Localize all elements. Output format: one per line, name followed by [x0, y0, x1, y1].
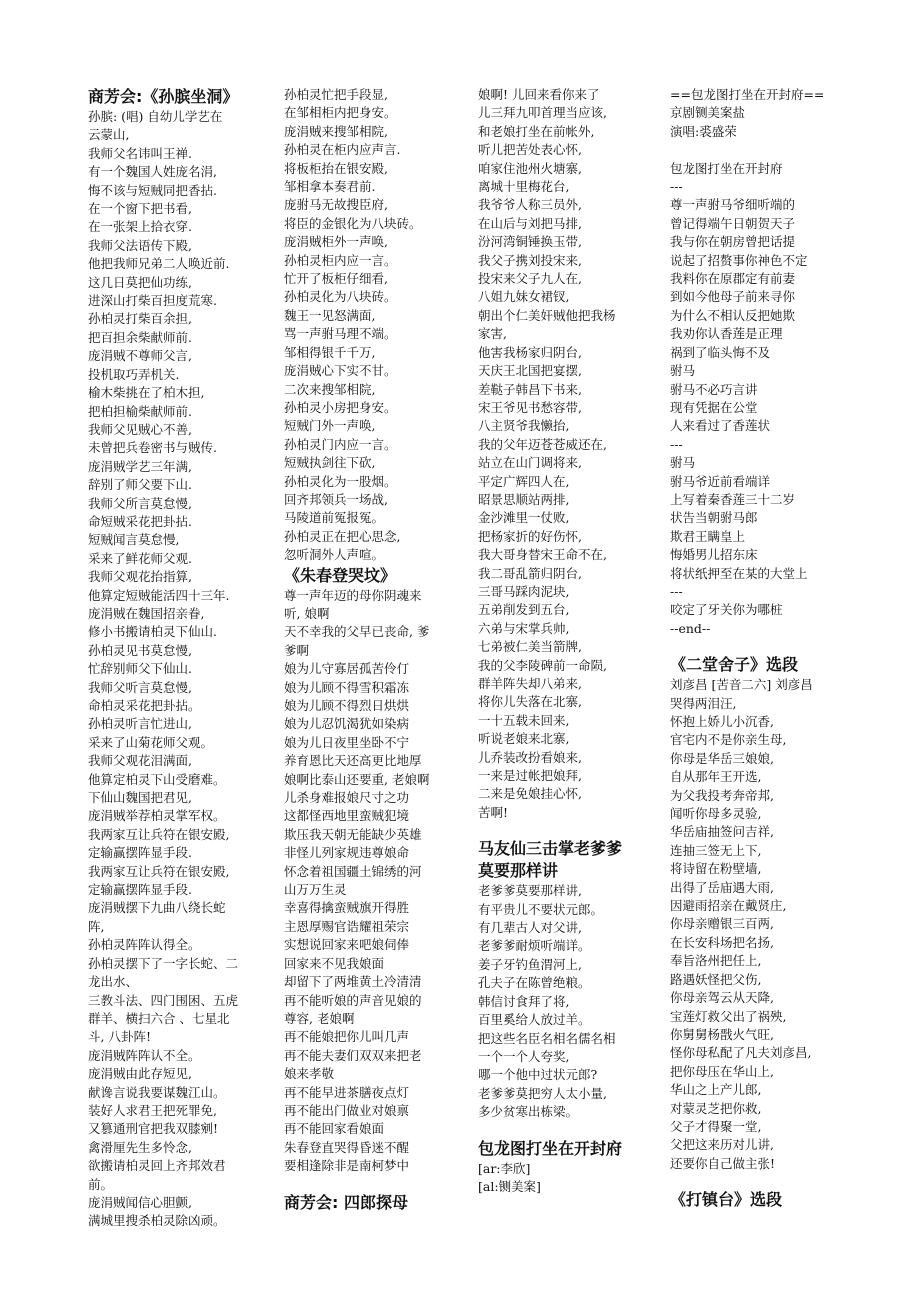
text-line: 我师父见贼心不善, — [88, 421, 192, 437]
text-line: 将诗留在粉壁墙, — [670, 861, 762, 877]
text-line: 回家来不见我娘面 — [284, 955, 385, 971]
text-line: 幸喜得擒蛮贼旗开得胜 — [284, 900, 410, 916]
section-heading: 《朱春登哭坟》 — [284, 565, 397, 585]
text-line: 说起了招赘事你神色不定 — [670, 252, 808, 268]
text-line: 采来了鲜花师父观. — [88, 550, 192, 566]
text-line: 你母亲赠银三百两, — [670, 916, 774, 932]
text-line: 在长安科场把名扬, — [670, 934, 774, 950]
text-line: 庞涓贼举荐柏灵掌军权。 — [88, 808, 226, 824]
column-4 — [670, 86, 858, 1211]
text-line: 他害我杨家归阴台, — [478, 344, 582, 360]
text-line: 庞涓贼柜外一声唤, — [284, 234, 388, 250]
section-heading: 马友仙三击掌老爹爹 — [478, 839, 623, 859]
text-line: 辞别了师父要下山. — [88, 477, 192, 493]
section-gap — [670, 638, 858, 654]
text-line: 却留下了两堆黄土冷清清 — [284, 974, 422, 990]
text-line: 怀抱上娇儿小沉香, — [670, 714, 774, 729]
text-line: 我两家互让兵符在银安殿, — [88, 863, 230, 879]
text-line: 上写着秦香莲三十二岁 — [670, 491, 796, 507]
text-line: 再不能出门做业对娘禀 — [284, 1102, 410, 1118]
text-line: 一个一个人夸奖, — [478, 1048, 570, 1064]
text-line: 在一张架上拾衣穿. — [88, 219, 192, 235]
text-line: ==包龙图打坐在开封府== — [670, 87, 825, 102]
text-line: 娘为儿顾不得雪积霜冻 — [284, 679, 410, 695]
text-line: 将你儿失落在北寨, — [478, 694, 582, 710]
text-line: 他算定柏灵下山受磨难。 — [88, 771, 226, 787]
text-line: 为父我投考奔帝邦, — [670, 787, 774, 803]
text-line: 多少贫寒出栋梁。 — [478, 1104, 579, 1120]
text-line: 有一个魏国人姓庞名涓, — [88, 164, 217, 180]
text-line: 出得了岳庙遇大雨, — [670, 879, 774, 895]
text-line: 骂一声驸马理不端。 — [284, 326, 397, 342]
text-line: 再不能娘把你儿叫几声 — [284, 1029, 410, 1045]
text-line: 你舅舅杨戬火气旺, — [670, 1026, 774, 1042]
text-line: 家害, — [478, 326, 507, 342]
text-line: 庞涓贼在魏国招亲眷, — [88, 605, 205, 621]
text-line: 采来了山菊花师父观。 — [88, 734, 214, 750]
text-line: 我师父听言莫怠慢, — [88, 679, 192, 695]
text-line: 短贼门外一声唤, — [284, 418, 376, 434]
text-line: 这几日莫把仙功练, — [88, 274, 192, 290]
text-line: 和老娘打坐在前帐外, — [478, 123, 595, 139]
text-line: 将状纸押至在某的大堂上 — [670, 565, 808, 581]
section-gap — [670, 1173, 858, 1189]
text-line: 庞涓贼摆下九曲八绕长蛇 — [88, 900, 226, 916]
text-line: 短贼闻言莫怠慢, — [88, 532, 180, 548]
text-line: 你母亲驾云从天降, — [670, 990, 774, 1006]
column-2 — [284, 86, 472, 1214]
text-line: 姜子牙钓鱼渭河上, — [478, 956, 582, 972]
section-heading: 商芳会: 四郎探母 — [284, 1192, 408, 1212]
text-line: 苦啊! — [478, 804, 509, 820]
text-line: 孔夫子在陈曾绝粮。 — [478, 975, 591, 991]
text-line: 七弟被仁美当箭牌, — [478, 639, 582, 655]
text-line: 邹相拿本奏君前. — [284, 179, 376, 195]
text-line: 再不能回家看娘面 — [284, 1121, 385, 1137]
text-line: 对蒙灵芝把你救, — [670, 1100, 762, 1116]
section-heading: 《打镇台》选段 — [670, 1190, 783, 1210]
text-line: 把百担余柴献师前. — [88, 329, 192, 345]
text-line: 孙柏灵摆下了一字长蛇、二 — [88, 955, 239, 971]
text-line: 尊一声年迈的母你阴魂来 — [284, 587, 422, 603]
text-line: 把你母压在华山上, — [670, 1063, 774, 1079]
text-line — [670, 141, 858, 159]
text-line: 有几辈古人对父讲, — [478, 920, 582, 936]
text-line: 八姐九妹女裙钗, — [478, 289, 570, 305]
text-line: 邹相得银千千万, — [284, 344, 376, 360]
text-line: 投机取巧弄机关. — [88, 366, 180, 382]
text-line: 孙柏灵忙把手段显, — [284, 87, 388, 102]
text-line: 这都怪西地里蛮贼犯境 — [284, 808, 410, 824]
text-line: 悔不该与短贼同把香拈. — [88, 182, 217, 198]
text-line: 下仙山魏国把君见, — [88, 790, 192, 806]
text-line: 我爷爷人称三员外, — [478, 197, 582, 213]
text-line: 有平贵儿不要状元郎。 — [478, 901, 604, 917]
text-line: 驸马 — [670, 455, 696, 471]
text-line: 百里奚给人放过羊。 — [478, 1012, 591, 1028]
text-line: 庞涓贼不尊师父言, — [88, 348, 192, 364]
text-line: 八主贤爷我懒抬, — [478, 418, 570, 434]
text-line: 朝出个仁美奸贼他把我杨 — [478, 307, 616, 323]
text-line: 回齐邦领兵一场战, — [284, 491, 388, 507]
section-heading: 商芳会:《孙膑坐洞》 — [88, 87, 239, 106]
text-line: 龙出水、 — [88, 974, 139, 990]
text-line: 魏王一见怒满面, — [284, 307, 376, 323]
text-line: --- — [670, 179, 683, 195]
text-line: 听, 娘啊 — [284, 605, 330, 621]
text-line: 因避雨招亲在戴贤庄, — [670, 898, 787, 914]
text-line: 离城十里梅花台, — [478, 179, 570, 195]
text-line: 儿三拜九叩首理当应该, — [478, 105, 607, 121]
text-line: 听儿把苦处表心怀, — [478, 142, 582, 158]
text-line: 三教斗法、四门围困、五虎 — [88, 992, 239, 1008]
text-line: 我师父名讳叫王禅. — [88, 145, 192, 161]
text-line: 孙柏灵见书莫怠慢, — [88, 642, 192, 658]
text-line: 老爹爹耐烦听端详。 — [478, 938, 591, 954]
text-line: 群羊、横扫六合 、七星北 — [88, 1010, 230, 1026]
text-line: 把杨家折的好伤怀, — [478, 528, 582, 544]
text-line: 朱春登直哭得昏迷不醒 — [284, 1139, 410, 1155]
text-line: 孙柏灵柜内应一言。 — [284, 252, 397, 268]
column-3 — [478, 86, 666, 1196]
text-line: 他算定短贼能活四十三年. — [88, 587, 230, 603]
text-line: 平定广辉四人在, — [478, 473, 570, 489]
text-line: 老爹爹莫要那样讲, — [478, 883, 582, 899]
text-line: 孙柏灵化为八块砖。 — [284, 289, 397, 305]
text-line: 金沙滩里一仗败, — [478, 510, 570, 526]
text-line: 命柏灵采花把卦拈。 — [88, 698, 201, 713]
text-line: 一十五载未回来, — [478, 712, 570, 728]
text-line: 庞涓贼闻信心胆颤, — [88, 1194, 192, 1210]
text-line: 山万万生灵 — [284, 882, 347, 898]
text-line: 驸马不必巧言讲 — [670, 381, 758, 397]
text-line: 在邹相柜内把身安。 — [284, 105, 397, 121]
text-line: 悔婚男儿招东床 — [670, 547, 758, 563]
text-line: 阵, — [88, 918, 105, 934]
text-line: 娘为儿顾不得烈日烘烘 — [284, 698, 410, 713]
text-line: 我的父李陵碑前一命陨, — [478, 657, 607, 673]
text-line: 主恩厚赐官诰耀祖荣宗 — [284, 918, 410, 934]
text-line: 孙柏灵在柜内应声言. — [284, 142, 401, 158]
text-line: 庞驸马无故搜臣府, — [284, 197, 388, 213]
text-line: 演唱:裘盛荣 — [670, 123, 737, 139]
text-line: 状告当朝驸马郎 — [670, 510, 758, 526]
text-line: 投宋来父子九人在, — [478, 271, 582, 287]
text-line: 娘啊! 儿回来看你来了 — [478, 87, 600, 102]
text-line: 马陵道前冤报冤。 — [284, 510, 385, 526]
text-line: 京剧铡美案盐 — [670, 105, 746, 121]
text-line: 还要你自己做主张! — [670, 1155, 776, 1171]
text-line: 把这些名臣名相名儒名相 — [478, 1030, 616, 1046]
text-line: 我师父观花泪满面, — [88, 753, 192, 769]
text-line: 欺压我天朝无能缺少英雄 — [284, 826, 422, 842]
text-line: 娘为儿忍饥渴犹如染病 — [284, 716, 410, 732]
text-line: 到如今他母子前来寻你 — [670, 289, 796, 305]
section-gap — [478, 1122, 666, 1138]
text-line: 天不幸我的父早已丧命, 爹 — [284, 624, 430, 640]
text-line: 哭得两泪汪, — [670, 695, 737, 711]
text-line: 现有凭据在公堂 — [670, 399, 758, 415]
text-line: 我二哥乱箭归阴台, — [478, 565, 582, 581]
text-line: 父把这来历对儿讲, — [670, 1137, 774, 1153]
text-line: 宝莲灯救父出了祸殃, — [670, 1008, 787, 1024]
text-line: 哪一个他中过状元郎? — [478, 1067, 598, 1083]
text-line: 我大哥身替宋王命不在, — [478, 547, 607, 563]
text-line: 天庆王北国把宴摆, — [478, 363, 582, 379]
text-line: --- — [670, 436, 683, 452]
text-line: 孙柏灵听言忙进山, — [88, 716, 192, 732]
text-line: 禽滑厘先生多怜念, — [88, 1139, 192, 1155]
text-line: 华岳庙抽签问吉祥, — [670, 824, 774, 840]
text-line: 父子才得聚一堂, — [670, 1118, 762, 1134]
text-line: 娘为儿守寡居孤苦伶仃 — [284, 661, 410, 677]
text-line: 韩信讨食拜了将, — [478, 993, 570, 1009]
text-line: 孙柏灵正在把心思念, — [284, 528, 401, 544]
text-line: 忽听洞外人声喧。 — [284, 547, 385, 563]
text-line: 庞涓贼阵阵认不全。 — [88, 1047, 201, 1063]
text-line: 养育恩比天还高更比地厚 — [284, 753, 422, 769]
text-line: 定输赢摆阵显手段. — [88, 845, 192, 861]
section-heading: 莫要那样讲 — [478, 861, 559, 881]
text-line: 再不能听娘的声音见娘的 — [284, 992, 422, 1008]
text-line: 孙柏灵化为一股烟。 — [284, 473, 397, 489]
text-line: 云蒙山, — [88, 127, 130, 143]
text-line: 他把我师兄弟二人唤近前. — [88, 256, 230, 272]
text-line: 忙辞别师父下仙山. — [88, 661, 192, 677]
text-line: 忙开了板柜仔细看, — [284, 271, 388, 287]
text-line: 二次来搜邹相院, — [284, 381, 376, 397]
text-line: 庞涓贼学艺三年满, — [88, 458, 192, 474]
column-1 — [88, 86, 276, 1231]
text-line: 宋王爷见书愁容带, — [478, 399, 582, 415]
text-line: 进深山打柴百担度荒寒. — [88, 293, 217, 309]
text-line: 实想说回家来吧娘伺俸 — [284, 937, 410, 953]
text-line: 庞涓贼来搜邹相院, — [284, 123, 388, 139]
text-line: 在一个窗下把书看, — [88, 201, 192, 217]
text-line: 将板柜抬在银安殿, — [284, 160, 388, 176]
text-line: 献谗言说我要谋魏江山。 — [88, 1084, 226, 1100]
text-line: 孙膑: (唱) 自幼儿学艺在 — [88, 109, 223, 124]
text-line: 孙柏灵门内应一言。 — [284, 436, 397, 452]
text-line: 奉旨洛州把任上, — [670, 953, 762, 969]
text-line: 尊容, 老娘啊 — [284, 1010, 355, 1026]
text-line: 人来看过了香莲状 — [670, 418, 771, 434]
text-line: 汾河湾铜锤换玉带, — [478, 234, 582, 250]
text-line: 包龙图打坐在开封府 — [670, 160, 783, 176]
text-line: 儿杀身难报娘尺寸之功 — [284, 790, 410, 806]
text-line: 再不能夫妻们双双来把老 — [284, 1047, 422, 1063]
text-line: 庞涓贼心下实不甘。 — [284, 363, 397, 379]
text-line: 我师父所言莫怠慢, — [88, 495, 192, 511]
text-line: 闻听你母多灵验, — [670, 806, 762, 822]
text-line: 斗, 八卦阵! — [88, 1029, 151, 1045]
text-line: 连抽三签无上下, — [670, 842, 762, 858]
text-line: 榆木柴挑在了柏木担, — [88, 385, 205, 401]
text-line: 爹啊 — [284, 642, 310, 658]
text-line: 我两家互让兵符在银安殿, — [88, 826, 230, 842]
section-heading: 《二堂舍子》选段 — [670, 655, 799, 675]
text-line: 群羊阵失却八弟来, — [478, 676, 582, 691]
text-line: 咬定了牙关你为哪桩 — [670, 602, 783, 618]
text-line: 要相逢除非是南柯梦中 — [284, 1158, 410, 1174]
text-line: 我劝你认香莲是正理 — [670, 326, 783, 342]
text-line: 尊一声驸马爷细听端的 — [670, 197, 796, 213]
text-line: 娘为儿日夜里坐卧不宁 — [284, 734, 410, 750]
text-line: 五弟削发到五台, — [478, 602, 570, 618]
text-line: 又篡通刑官把我双膝剜! — [88, 1121, 219, 1137]
text-line: 欲搬请柏灵回上齐邦效君 — [88, 1158, 226, 1174]
text-line: 为什么不相认反把她欺 — [670, 307, 796, 323]
text-line: 六弟与宋掌兵帅, — [478, 620, 570, 636]
text-line: 二来是免娘挂心怀, — [478, 786, 582, 802]
text-line: 我的父年迈苍苍威还在, — [478, 436, 607, 452]
text-line: 孙柏灵小房把身安。 — [284, 399, 397, 415]
text-line: 孙柏灵阵阵认得全。 — [88, 937, 201, 953]
text-line: --end-- — [670, 620, 711, 636]
text-line: 自从那年王开选, — [670, 769, 762, 785]
text-line: [ar:李欣] — [478, 1160, 531, 1176]
text-line: 装好人求君王把死罪免, — [88, 1102, 217, 1118]
text-line: 老爹爹莫把穷人太小量, — [478, 1085, 607, 1101]
section-gap — [284, 1176, 472, 1192]
text-line: 前。 — [88, 1176, 114, 1192]
text-line: 非怪儿列家规违尊娘命 — [284, 845, 410, 861]
text-line: 我与你在朝房曾把话提 — [670, 234, 796, 250]
section-heading: 包龙图打坐在开封府 — [478, 1138, 623, 1158]
text-line: 三哥马踩肉泥块, — [478, 583, 570, 599]
text-line: 娘啊比泰山还要重, 老娘啊 — [284, 771, 430, 787]
text-line: 孙柏灵打柴百余担, — [88, 311, 192, 327]
text-line: 短贼执剑往下砍, — [284, 455, 376, 471]
text-line: 华山之上产儿郎, — [670, 1082, 762, 1098]
text-line: 娘来孝敬 — [284, 1066, 335, 1082]
text-line: 修小书搬请柏灵下仙山. — [88, 624, 217, 640]
text-line: 听说老娘来北寨, — [478, 731, 570, 747]
text-line: 差鞑子韩昌下书来, — [478, 381, 582, 397]
text-line: 刘彦昌 [苦音二六] 刘彦昌 — [670, 677, 813, 693]
text-line: 我师父观花抬指算, — [88, 569, 192, 585]
text-line: 怪你母私配了凡夫刘彦昌, — [670, 1045, 812, 1061]
text-line: 我师父法语传下殿, — [88, 237, 192, 253]
text-line: 昭景思顺站两排, — [478, 491, 570, 507]
text-line: 命短贼采花把卦拈. — [88, 513, 192, 529]
text-line: 站立在山门调将来, — [478, 455, 582, 471]
text-line: 一来是过帐把娘拜, — [478, 768, 582, 784]
text-line: 驸马 — [670, 363, 696, 379]
text-line: 你母是华岳三娘娘, — [670, 750, 774, 766]
text-line: 满城里搜杀柏灵除凶顽。 — [88, 1213, 226, 1229]
text-line: 驸马爷近前看端详 — [670, 473, 771, 489]
text-line: 庞涓贼由此存短见, — [88, 1066, 192, 1082]
text-line: 将臣的金银化为八块砖。 — [284, 215, 422, 231]
text-line: 怀念着祖国疆土锦绣的河 — [284, 863, 422, 879]
text-line: 我料你在原郡定有前妻 — [670, 271, 796, 287]
text-line: 我父子携刘投宋来, — [478, 252, 582, 268]
text-line: 在山后与刘把马排, — [478, 215, 582, 231]
text-line: 欺君王瞒皇上 — [670, 528, 746, 544]
section-gap — [478, 822, 666, 838]
text-line: 官宅内不是你亲生母, — [670, 732, 787, 748]
text-line: 路遇妖怪把父伤, — [670, 971, 762, 987]
text-line: 把柏担榆柴献师前. — [88, 403, 192, 419]
text-line: [al:铡美案] — [478, 1178, 541, 1194]
text-line: --- — [670, 583, 683, 599]
text-line: 定输赢摆阵显手段. — [88, 882, 192, 898]
text-line: 再不能早进茶膳夜点灯 — [284, 1084, 410, 1100]
text-line: 儿乔装改扮看娘来, — [478, 749, 582, 765]
text-line: 咱家住池州火塘寨, — [478, 160, 582, 176]
text-line: 曾记得端午日朝贺天子 — [670, 215, 796, 231]
text-line: 祸到了临头悔不及 — [670, 344, 771, 360]
text-line: 未曾把兵卷密书与贼传. — [88, 440, 217, 456]
